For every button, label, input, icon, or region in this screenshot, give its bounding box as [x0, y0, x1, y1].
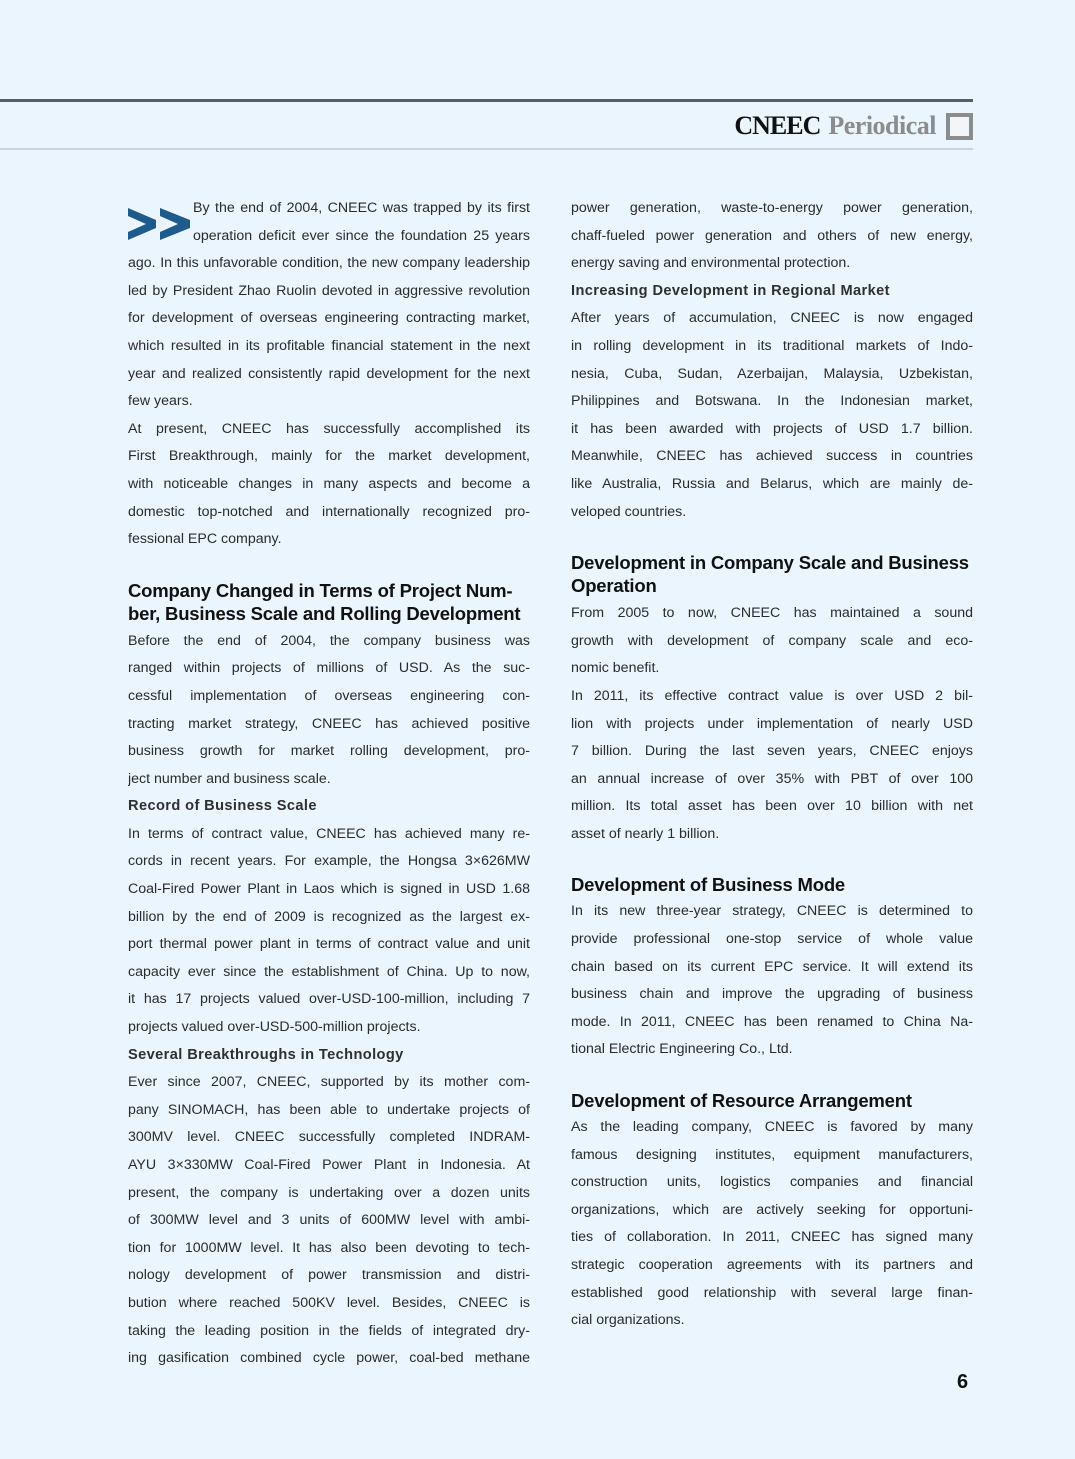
text-line: Ever since 2007, CNEEC, supported by its mother com-	[128, 1074, 530, 1091]
text-line: bution where reached 500KV level. Besides, CNEEC is	[128, 1294, 530, 1311]
text-line: an annual increase of over 35% with PBT of over 100	[571, 770, 973, 787]
heading-resource-arrangement: Development of Resource Arrangement	[571, 1090, 912, 1112]
text-line: year and realized consistently rapid development for the next	[128, 365, 530, 382]
text-line: ranged within projects of millions of USD. As the suc-	[128, 660, 530, 677]
text-line: nesia, Cuba, Sudan, Azerbaijan, Malaysia, Uzbekistan,	[571, 365, 973, 382]
heading-line: ber, Business Scale and Rolling Development	[128, 602, 521, 624]
text-line: ject number and business scale.	[128, 770, 331, 787]
heading-business-mode: Development of Business Mode	[571, 874, 846, 896]
text-line: 7 billion. During the last seven years, CNEEC enjoys	[571, 743, 973, 760]
text-line: of 300MW level and 3 units of 600MW level with ambi-	[128, 1212, 530, 1229]
text-line: tional Electric Engineering Co., Ltd.	[571, 1041, 793, 1058]
text-line: provide professional one-stop service of whole value	[571, 931, 973, 948]
text-line: million. Its total asset has been over 10 billion with net	[571, 798, 973, 815]
text-line: From 2005 to now, CNEEC has maintained a sound	[571, 605, 973, 622]
text-line: nology development of power transmission and distri-	[128, 1267, 530, 1284]
text-line: At present, CNEEC has successfully accomplished its	[128, 420, 530, 437]
header-top-rule	[0, 99, 973, 102]
text-line: domestic top-notched and internationally recognized pro-	[128, 503, 530, 520]
masthead	[734, 111, 973, 141]
text-line: growth with development of company scale and eco-	[571, 632, 973, 649]
text-line: led by President Zhao Ruolin devoted in aggressive revolution	[128, 282, 530, 299]
text-line: nomic benefit.	[571, 660, 660, 677]
text-line: As the leading company, CNEEC is favored by many	[571, 1119, 973, 1136]
paragraph-before-2004	[128, 628, 530, 794]
text-line: veloped countries.	[571, 503, 687, 520]
text-line: present, the company is undertaking over a dozen units	[128, 1184, 530, 1201]
text-line: cial organizations.	[571, 1312, 685, 1329]
paragraph-contract-value	[128, 821, 530, 1042]
text-line: tion for 1000MW level. It has also been devoting to tech-	[128, 1239, 530, 1256]
double-chevron-icon	[128, 208, 190, 240]
heading-company-scale	[571, 551, 973, 597]
text-line: Meanwhile, CNEEC has achieved success in countries	[571, 448, 973, 465]
square-icon	[946, 113, 973, 140]
text-line: it has 17 projects valued over-USD-100-million, including 7	[128, 991, 530, 1008]
masthead-title: Periodical	[828, 111, 936, 140]
text-line: few years.	[128, 393, 193, 410]
text-line: cords in recent years. For example, the Hongsa 3×626MW	[128, 853, 530, 870]
text-line: In 2011, its effective contract value is over USD 2 bil-	[571, 687, 973, 704]
text-line: By the end of 2004, CNEEC was trapped by its first	[193, 200, 530, 216]
text-line: After years of accumulation, CNEEC is now engaged	[571, 310, 973, 327]
text-line: like Australia, Russia and Belarus, which are mainly de-	[571, 475, 973, 492]
text-line: In terms of contract value, CNEEC has achieved many re-	[128, 825, 530, 842]
paragraph-since-2007	[128, 1069, 530, 1373]
text-line: projects valued over-USD-500-million projects.	[128, 1019, 421, 1036]
subhead-regional-market: Increasing Development in Regional Market	[571, 282, 890, 299]
text-line: capacity ever since the establishment of China. Up to now,	[128, 963, 530, 980]
text-line: mode. In 2011, CNEEC has been renamed to China Na-	[571, 1013, 973, 1030]
text-line: chain based on its current EPC service. It will extend its	[571, 958, 973, 975]
text-line: In its new three-year strategy, CNEEC is determined to	[571, 903, 973, 920]
text-line: in rolling development in its traditional markets of Indo-	[571, 337, 973, 354]
text-line: with noticeable changes in many aspects and become a	[128, 475, 530, 492]
text-line: for development of overseas engineering contracting market,	[128, 310, 530, 327]
paragraph-regional	[571, 305, 973, 526]
text-line: ing gasification combined cycle power, coal-bed methane	[128, 1350, 530, 1367]
text-line: construction units, logistics companies and financial	[571, 1174, 973, 1191]
text-line: energy saving and environmental protection.	[571, 255, 851, 272]
text-line: Philippines and Botswana. In the Indonesian market,	[571, 393, 973, 410]
text-line: First Breakthrough, mainly for the market development,	[128, 448, 530, 465]
text-line: Before the end of 2004, the company business was	[128, 632, 530, 649]
text-line: business growth for market rolling development, pro-	[128, 743, 530, 760]
text-line: fessional EPC company.	[128, 531, 282, 548]
heading-company-changed	[128, 579, 530, 625]
text-line: famous designing institutes, equipment manufacturers,	[571, 1146, 973, 1163]
heading-line: Development in Company Scale and Business	[571, 552, 969, 574]
masthead-brand: CNEEC	[734, 111, 821, 140]
text-line: billion by the end of 2009 is recognized as the largest ex-	[128, 908, 530, 925]
heading-line: Company Changed in Terms of Project Num-	[128, 579, 513, 601]
paragraph-present	[128, 416, 530, 554]
header-bottom-rule	[0, 148, 973, 150]
text-line: operation deficit ever since the foundation 25 years	[193, 227, 530, 244]
text-line: strategic cooperation agreements with its partners and	[571, 1257, 973, 1273]
paragraph-from-2005	[571, 600, 973, 683]
text-line: it has been awarded with projects of USD 1.7 billion.	[571, 420, 973, 437]
heading-line: Operation	[571, 575, 657, 597]
subhead-record-business-scale: Record of Business Scale	[128, 798, 317, 815]
paragraph-three-year-strategy	[571, 898, 973, 1064]
text-line: port thermal power plant in terms of contract value and unit	[128, 936, 530, 953]
paragraph-leading-company	[571, 1114, 973, 1335]
subhead-breakthroughs-technology: Several Breakthroughs in Technology	[128, 1046, 404, 1063]
text-line: ties of collaboration. In 2011, CNEEC has signed many	[571, 1229, 973, 1246]
text-line: pany SINOMACH, has been able to undertake projects of	[128, 1101, 530, 1118]
left-column	[128, 195, 530, 1373]
text-line: lion with projects under implementation of nearly USD	[571, 715, 973, 732]
text-line: cessful implementation of overseas engineering con-	[128, 687, 530, 704]
right-column	[571, 195, 973, 1335]
text-line: ago. In this unfavorable condition, the new company leadership	[128, 255, 530, 272]
intro-paragraph	[128, 195, 530, 416]
paragraph-in-2011	[571, 683, 973, 849]
page-number: 6	[957, 1371, 969, 1393]
text-line: AYU 3×330MW Coal-Fired Power Plant in Indonesia. At	[128, 1157, 530, 1173]
text-line: business chain and improve the upgrading of business	[571, 986, 973, 1003]
text-line: taking the leading position in the fields of integrated dry-	[128, 1322, 530, 1339]
text-line: asset of nearly 1 billion.	[571, 825, 720, 842]
text-line: Coal-Fired Power Plant in Laos which is signed in USD 1.68	[128, 881, 530, 898]
text-line: tracting market strategy, CNEEC has achieved positive	[128, 715, 530, 732]
text-line: chaff-fueled power generation and others of new energy,	[571, 227, 973, 244]
text-line: power generation, waste-to-energy power generation,	[571, 200, 973, 216]
text-line: organizations, which are actively seeking for opportuni-	[571, 1201, 973, 1218]
text-line: 300MV level. CNEEC successfully completed INDRAM-	[128, 1129, 530, 1146]
text-line: which resulted in its profitable financial statement in the next	[128, 337, 530, 354]
paragraph-continued	[571, 195, 973, 278]
text-line: established good relationship with several large finan-	[571, 1284, 973, 1301]
